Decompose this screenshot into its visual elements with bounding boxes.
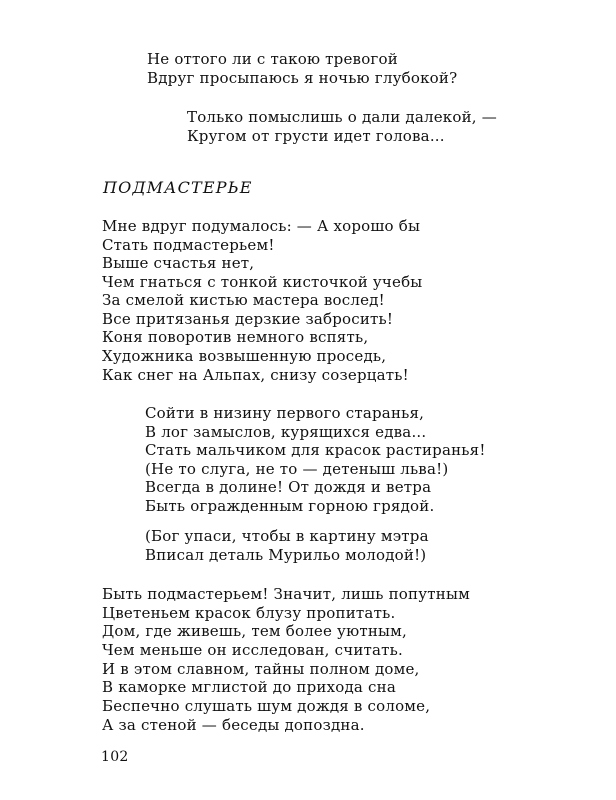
poem-line: В лог замыслов, курящихся едва... xyxy=(145,423,427,441)
poem-line: А за стеной — беседы допоздна. xyxy=(102,716,365,734)
poem-line: Стать подмастерьем! xyxy=(102,236,275,254)
poem-ending-line: Вдруг просыпаюсь я ночью глубокой? xyxy=(147,69,458,87)
poem-line: (Бог упаси, чтобы в картину мэтра xyxy=(145,527,429,545)
poem-line: Дом, где живешь, тем более уютным, xyxy=(102,622,408,640)
poem-line: Сойти в низину первого старанья, xyxy=(145,404,425,422)
poem-line: Всегда в долине! От дождя и ветра xyxy=(145,478,432,496)
poem-line: Быть огражденным горною грядой. xyxy=(145,497,435,515)
poem-title: ПОДМАСТЕРЬЕ xyxy=(103,178,253,197)
poem-line: Как снег на Альпах, снизу созерцать! xyxy=(102,366,409,384)
poem-line: Все притязанья дерзкие забросить! xyxy=(102,310,394,328)
poem-ending-line: Кругом от грусти идет голова... xyxy=(187,127,445,145)
poem-line: Выше счастья нет, xyxy=(102,254,255,272)
page-number: 102 xyxy=(101,749,129,765)
poem-line: (Не то слуга, не то — детеныш льва!) xyxy=(145,460,449,478)
poem-line: Мне вдруг подумалось: — А хорошо бы xyxy=(102,217,421,235)
poem-line: Художника возвышенную проседь, xyxy=(102,347,387,365)
poem-line: Чем меньше он исследован, считать. xyxy=(102,641,403,659)
poem-line: Вписал деталь Мурильо молодой!) xyxy=(145,546,427,564)
poem-line: И в этом славном, тайны полном доме, xyxy=(102,660,420,678)
poem-line: Коня поворотив немного вспять, xyxy=(102,328,369,346)
poem-line: В каморке мглистой до прихода сна xyxy=(102,678,396,696)
poem-line: Цветеньем красок блузу пропитать. xyxy=(102,604,396,622)
poem-line: Чем гнаться с тонкой кисточкой учебы xyxy=(102,273,423,291)
poem-line: Беспечно слушать шум дождя в соломе, xyxy=(102,697,431,715)
poem-line: Быть подмастерьем! Значит, лишь попутным xyxy=(102,585,470,603)
poem-line: Стать мальчиком для красок растиранья! xyxy=(145,441,486,459)
poem-line: За смелой кистью мастера вослед! xyxy=(102,291,385,309)
poem-ending-line: Только помыслишь о дали далекой, — xyxy=(187,108,497,126)
poem-ending-line: Не оттого ли с такою тревогой xyxy=(147,50,398,68)
